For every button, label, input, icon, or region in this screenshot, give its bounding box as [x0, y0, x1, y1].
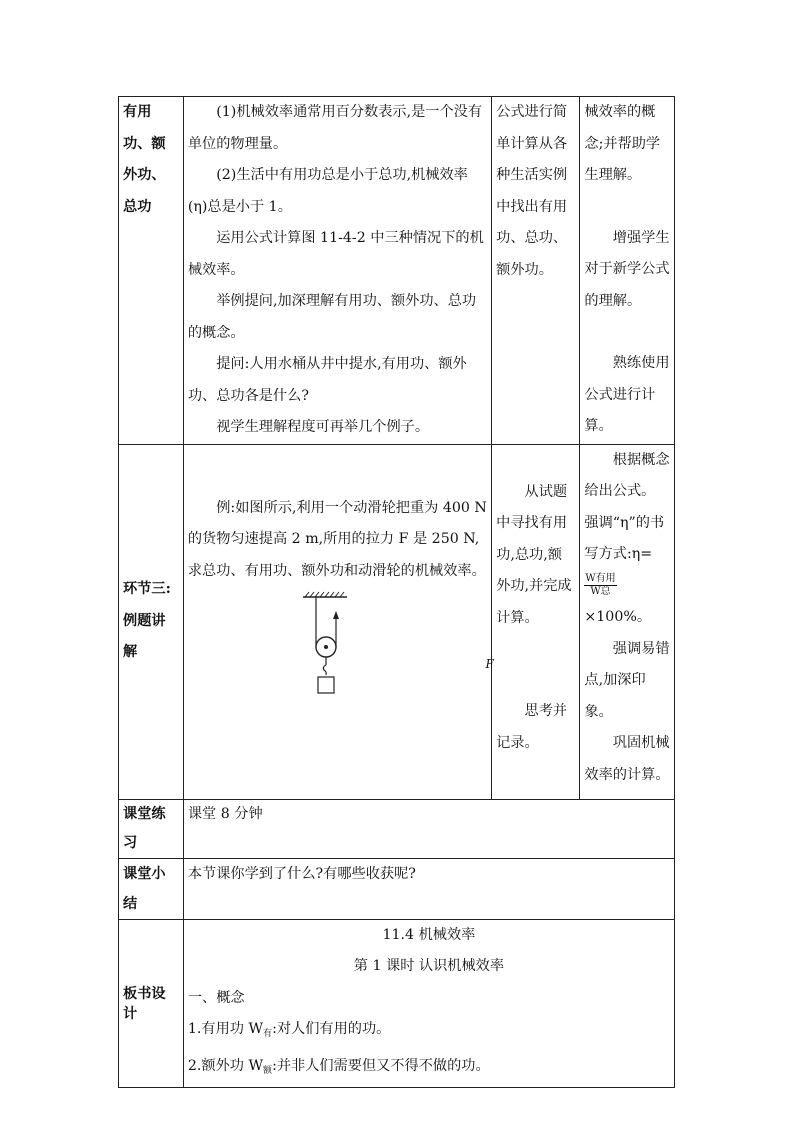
row1-intent-2: 增强学生对于新学公式的理解。 [584, 229, 670, 309]
row2-content [183, 444, 494, 799]
lesson-plan-table [118, 96, 675, 1088]
row2-intent-d: 巩固机械效率的计算。 [584, 735, 670, 783]
row-board-design [119, 919, 675, 1088]
row1-content [183, 97, 491, 445]
row2-intent-a: 根据概念给出公式。 [584, 451, 670, 499]
row2-intent-b: 强调“η”的书写方式:η= $\frac{\text{W有用}}{\text{W总}}$ ×100%。 [584, 514, 665, 625]
row-example [119, 444, 675, 799]
row1-intent-3: 熟练使用公式进行计算。 [584, 355, 670, 434]
row3-title: 课堂练习 [119, 799, 184, 858]
board-line-3: 2.额外功 $W_额$:并非人们需要但又不得不做的功。 [187, 1057, 490, 1076]
row1-title: 有用功、额外功、总功 [119, 97, 184, 445]
row2-design-intent [580, 444, 675, 799]
row1-para-2: (2)生活中有用功总是小于总功,机械效率(η)总是小于 1。 [187, 167, 468, 215]
board-line-2: 1.有用功 $W_有$:对人们有用的功。 [187, 1021, 391, 1039]
efficiency-fraction: $\frac{\text{W有用}}{\text{W总}}$ [585, 573, 616, 597]
row4-title: 课堂小结 [119, 858, 184, 919]
force-label: F [485, 656, 494, 671]
row5-content [183, 919, 674, 1088]
row1-para-1: (1)机械效率通常用百分数表示,是一个没有单位的物理量。 [187, 104, 483, 152]
board-heading-1: 11.4 机械效率 [382, 926, 476, 943]
row2-intent-c: 强调易错点,加深印象。 [584, 640, 670, 720]
pulley-figure [188, 587, 494, 714]
row1-para-4: 举例提问,加深理解有用功、额外功、总功的概念。 [187, 293, 477, 341]
row5-title: 板书设计 [119, 919, 184, 1088]
row2-title: 环节三:例题讲解 [119, 444, 184, 799]
row2-student-a: 从试题中寻找有用功,总功,额外功,并完成计算。 [496, 483, 572, 626]
row4-content: 本节课你学到了什么?有哪些收获呢? [183, 858, 674, 919]
row2-student-activity [492, 444, 580, 799]
row-summary [119, 858, 675, 919]
pulley-diagram [297, 589, 377, 701]
row1-design-intent [580, 97, 675, 445]
row3-content: 课堂 8 分钟 [183, 799, 674, 858]
row-useful-work [119, 97, 675, 445]
row1-para-3: 运用公式计算图 11-4-2 中三种情况下的机械效率。 [187, 230, 484, 278]
board-heading-2: 第 1 课时 认识机械效率 [353, 958, 505, 974]
board-line-1: 一、概念 [187, 989, 245, 1006]
row2-student-b: 思考并记录。 [496, 703, 568, 751]
row-practice [119, 799, 675, 858]
row1-intent-1: 械效率的概念;并帮助学生理解。 [584, 104, 661, 183]
row1-para-5: 提问:人用水桶从井中提水,有用功、额外功、总功各是什么? [187, 356, 467, 404]
row1-para-6: 视学生理解程度可再举几个例子。 [216, 419, 430, 435]
row1-student-activity: 公式进行简单计算从各种生活实例中找出有用功、总功、额外功。 [492, 97, 580, 445]
example-problem-text: 例:如图所示,利用一个动滑轮把重为 400 N 的货物匀速提高 2 m,所用的拉力 F 是 250 N,求总功、有用功、额外功和动滑轮的机械效率。 [187, 499, 487, 579]
